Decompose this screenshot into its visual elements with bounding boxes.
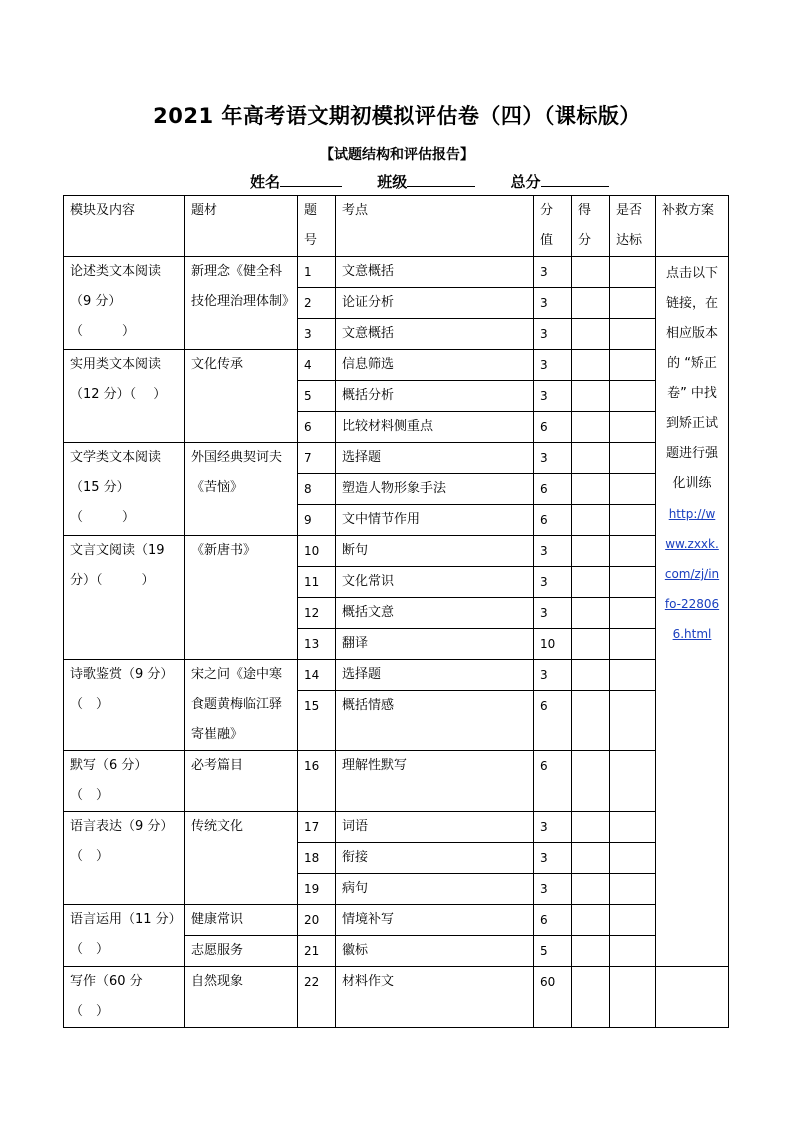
table-row [64,660,729,691]
material-cell: 健康常识 [185,905,298,936]
test-point: 病句 [336,874,534,905]
test-point: 概括文意 [336,598,534,629]
score-value: 6 [534,751,572,812]
page-subtitle: 【试题结构和评估报告】 [320,147,474,163]
module-cell: 文学类文本阅读 （15 分） （ ） [64,443,185,536]
obtained-score-cell[interactable] [572,967,610,1028]
test-point: 文意概括 [336,257,534,288]
score-value: 6 [534,691,572,751]
test-point: 徽标 [336,936,534,967]
question-number: 11 [298,567,336,598]
material-cell: 志愿服务 [185,936,298,967]
table-row [64,257,729,288]
class-blank[interactable] [407,172,475,187]
question-number: 18 [298,843,336,874]
pass-status-cell[interactable] [610,843,656,874]
header-test-point: 考点 [336,196,534,257]
test-point: 衔接 [336,843,534,874]
obtained-score-cell[interactable] [572,905,610,936]
module-cell: 论述类文本阅读 （9 分） （ ） [64,257,185,350]
test-point: 词语 [336,812,534,843]
obtained-score-cell[interactable] [572,874,610,905]
pass-status-cell[interactable] [610,660,656,691]
table-row [64,967,729,1028]
table-row [64,905,729,936]
module-cell: 诗歌鉴赏（9 分） （ ） [64,660,185,751]
material-cell: 新理念《健全科 技伦理治理体制》 [185,257,298,350]
question-number: 17 [298,812,336,843]
material-cell: 外国经典契诃夫 《苦恼》 [185,443,298,536]
table-row [64,536,729,567]
pass-status-cell[interactable] [610,319,656,350]
score-value: 3 [534,319,572,350]
table-row [64,751,729,812]
pass-status-cell[interactable] [610,381,656,412]
material-cell: 自然现象 [185,967,298,1028]
score-value: 6 [534,505,572,536]
pass-status-cell[interactable] [610,505,656,536]
header-pass: 是否 达标 [610,196,656,257]
test-point: 比较材料侧重点 [336,412,534,443]
module-cell: 写作（60 分 （ ） [64,967,185,1028]
obtained-score-cell[interactable] [572,536,610,567]
question-number: 8 [298,474,336,505]
material-cell: 传统文化 [185,812,298,905]
class-label: 班级 [377,173,408,191]
pass-status-cell[interactable] [610,812,656,843]
question-number: 14 [298,660,336,691]
score-value: 3 [534,874,572,905]
header-score: 分 值 [534,196,572,257]
test-point: 塑造人物形象手法 [336,474,534,505]
table-row [64,350,729,381]
student-info-line [250,171,609,192]
module-cell: 语言表达（9 分） （ ） [64,812,185,905]
question-number: 19 [298,874,336,905]
obtained-score-cell[interactable] [572,319,610,350]
score-value: 3 [534,536,572,567]
question-number: 13 [298,629,336,660]
obtained-score-cell[interactable] [572,381,610,412]
score-value: 3 [534,350,572,381]
question-number: 10 [298,536,336,567]
pass-status-cell[interactable] [610,350,656,381]
obtained-score-cell[interactable] [572,505,610,536]
question-number: 15 [298,691,336,751]
test-point: 选择题 [336,660,534,691]
obtained-score-cell[interactable] [572,936,610,967]
header-material: 题材 [185,196,298,257]
test-point: 断句 [336,536,534,567]
obtained-score-cell[interactable] [572,288,610,319]
test-point: 文中情节作用 [336,505,534,536]
score-value: 3 [534,567,572,598]
test-point: 信息筛选 [336,350,534,381]
header-remedy: 补救方案 [656,196,729,257]
score-value: 10 [534,629,572,660]
obtained-score-cell[interactable] [572,567,610,598]
total-blank[interactable] [541,172,609,187]
pass-status-cell[interactable] [610,967,656,1028]
module-cell: 实用类文本阅读 （12 分）（ ） [64,350,185,443]
remedy-cell [656,257,729,967]
score-value: 3 [534,381,572,412]
pass-status-cell[interactable] [610,691,656,751]
test-point: 概括情感 [336,691,534,751]
score-value: 3 [534,288,572,319]
score-value: 5 [534,936,572,967]
question-number: 22 [298,967,336,1028]
question-number: 2 [298,288,336,319]
test-point: 文意概括 [336,319,534,350]
obtained-score-cell[interactable] [572,474,610,505]
score-value: 6 [534,474,572,505]
test-point: 论证分析 [336,288,534,319]
obtained-score-cell[interactable] [572,751,610,812]
obtained-score-cell[interactable] [572,812,610,843]
table-row [64,443,729,474]
question-number: 6 [298,412,336,443]
pass-status-cell[interactable] [610,598,656,629]
material-cell: 宋之问《途中寒 食题黄梅临江驿 寄崔融》 [185,660,298,751]
question-number: 9 [298,505,336,536]
header-module: 模块及内容 [64,196,185,257]
module-cell: 默写（6 分） （ ） [64,751,185,812]
header-obtained: 得 分 [572,196,610,257]
obtained-score-cell[interactable] [572,843,610,874]
question-number: 7 [298,443,336,474]
remedy-instructions: 点击以下 链接，在 相应版本 的 “矫正 卷” 中找 到矫正试 题进行强 化训练 [665,266,718,491]
name-blank[interactable] [280,172,342,187]
score-value: 3 [534,812,572,843]
question-number: 4 [298,350,336,381]
material-cell: 《新唐书》 [185,536,298,660]
table-row [64,812,729,843]
page-title: 2021 年高考语文期初模拟评估卷（四）（课标版） [153,104,641,128]
pass-status-cell[interactable] [610,288,656,319]
pass-status-cell[interactable] [610,412,656,443]
score-value: 3 [534,660,572,691]
score-value: 3 [534,443,572,474]
question-number: 3 [298,319,336,350]
remedy-empty-cell [656,967,729,1028]
obtained-score-cell[interactable] [572,598,610,629]
pass-status-cell[interactable] [610,905,656,936]
material-cell: 文化传承 [185,350,298,443]
score-value: 3 [534,598,572,629]
question-number: 12 [298,598,336,629]
test-point: 翻译 [336,629,534,660]
total-label: 总分 [510,173,541,191]
material-cell: 必考篇目 [185,751,298,812]
remedy-link[interactable]: http://w ww.zxxk. com/zj/in fo-22806 6.html [664,507,720,641]
module-cell: 文言文阅读（19 分）（ ） [64,536,185,660]
pass-status-cell[interactable] [610,629,656,660]
question-number: 21 [298,936,336,967]
assessment-table [63,195,729,1028]
test-point: 情境补写 [336,905,534,936]
question-number: 1 [298,257,336,288]
obtained-score-cell[interactable] [572,443,610,474]
header-row [64,196,729,257]
score-value: 60 [534,967,572,1028]
score-value: 3 [534,843,572,874]
obtained-score-cell[interactable] [572,691,610,751]
pass-status-cell[interactable] [610,567,656,598]
pass-status-cell[interactable] [610,936,656,967]
pass-status-cell[interactable] [610,474,656,505]
pass-status-cell[interactable] [610,536,656,567]
test-point: 选择题 [336,443,534,474]
question-number: 16 [298,751,336,812]
score-value: 3 [534,257,572,288]
pass-status-cell[interactable] [610,257,656,288]
obtained-score-cell[interactable] [572,412,610,443]
name-label: 姓名 [250,173,281,191]
obtained-score-cell[interactable] [572,257,610,288]
module-cell: 语言运用（11 分） （ ） [64,905,185,967]
score-value: 6 [534,412,572,443]
pass-status-cell[interactable] [610,874,656,905]
test-point: 材料作文 [336,967,534,1028]
obtained-score-cell[interactable] [572,660,610,691]
pass-status-cell[interactable] [610,443,656,474]
question-number: 5 [298,381,336,412]
score-value: 6 [534,905,572,936]
pass-status-cell[interactable] [610,751,656,812]
obtained-score-cell[interactable] [572,350,610,381]
test-point: 概括分析 [336,381,534,412]
test-point: 文化常识 [336,567,534,598]
obtained-score-cell[interactable] [572,629,610,660]
header-question-number: 题 号 [298,196,336,257]
question-number: 20 [298,905,336,936]
test-point: 理解性默写 [336,751,534,812]
